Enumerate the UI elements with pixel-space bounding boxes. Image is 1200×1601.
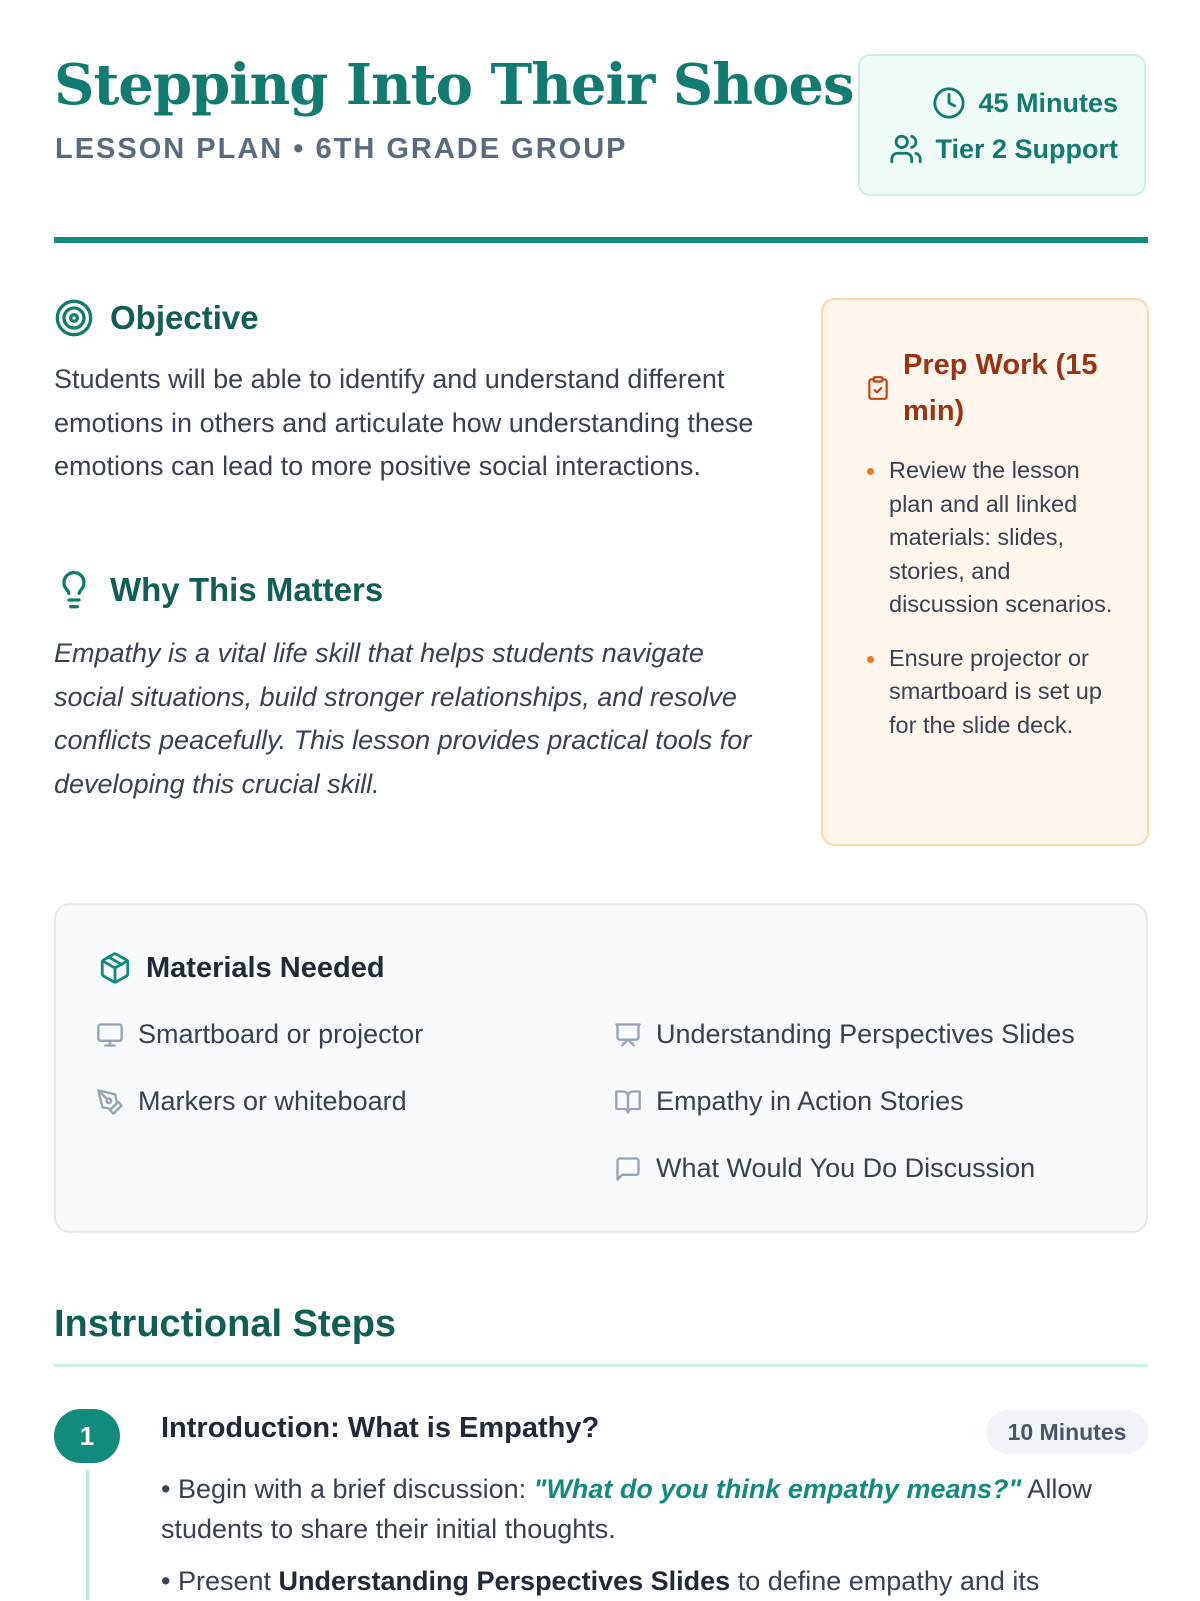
monitor-icon bbox=[96, 1021, 124, 1049]
prep-list bbox=[865, 454, 1121, 762]
why-heading-label: Why This Matters bbox=[110, 571, 384, 608]
clipboard-check-icon bbox=[865, 375, 891, 401]
step-number-badge: 1 bbox=[54, 1409, 120, 1463]
marker-icon bbox=[96, 1088, 124, 1116]
users-icon bbox=[889, 132, 923, 166]
materials-heading-label: Materials Needed bbox=[146, 951, 385, 984]
material-item bbox=[614, 1153, 1035, 1184]
book-icon bbox=[614, 1088, 642, 1116]
material-item bbox=[96, 1086, 407, 1117]
chat-icon bbox=[614, 1155, 642, 1183]
package-icon bbox=[98, 951, 132, 985]
material-label: What Would You Do Discussion bbox=[656, 1153, 1036, 1183]
step-material-ref: Understanding Perspectives Slides bbox=[278, 1566, 731, 1596]
why-text: Empathy is a vital life skill that helps students navigate social situations, build stronger relationships, and resolve conflicts peacefully. This lesson provides practical tools for developing this crucial skill. bbox=[54, 638, 752, 799]
material-label: Smartboard or projector bbox=[138, 1019, 424, 1049]
prep-item: Ensure projector or smartboard is set up for the slide deck. bbox=[865, 642, 1121, 743]
material-item bbox=[614, 1019, 1075, 1050]
materials-card bbox=[54, 903, 1148, 1233]
step-timeline-line bbox=[86, 1470, 89, 1600]
step-title: Introduction: What is Empathy? bbox=[161, 1412, 600, 1444]
page-title: Stepping Into Their Shoes bbox=[54, 52, 854, 118]
step-paragraph bbox=[161, 1469, 1121, 1549]
step-text: • Begin with a brief discussion: bbox=[161, 1474, 534, 1504]
prep-item: Review the lesson plan and all linked materials: slides, stories, and discussion scenarios. bbox=[865, 454, 1121, 622]
materials-heading bbox=[98, 951, 385, 985]
material-label: Markers or whiteboard bbox=[138, 1086, 407, 1116]
prep-title: Prep Work (15 min) bbox=[903, 349, 1098, 427]
presentation-icon bbox=[614, 1021, 642, 1049]
lightbulb-icon bbox=[54, 570, 94, 610]
step-paragraph bbox=[161, 1561, 1121, 1601]
step-quote: "What do you think empathy means?" bbox=[533, 1474, 1022, 1504]
step-text: Allow students to share their initial thoughts. bbox=[161, 1474, 1092, 1544]
step-duration-badge: 10 Minutes bbox=[986, 1410, 1148, 1454]
material-item bbox=[96, 1019, 423, 1050]
objective-text: Students will be able to identify and understand different emotions in others and articulate how understanding these emotions can lead to more positive social interactions. bbox=[54, 364, 754, 481]
steps-heading: Instructional Steps bbox=[54, 1303, 397, 1345]
objective-heading bbox=[54, 298, 259, 338]
duration-meta bbox=[932, 86, 1118, 120]
steps-divider bbox=[54, 1364, 1148, 1367]
objective-heading-label: Objective bbox=[110, 299, 259, 336]
why-heading bbox=[54, 570, 383, 610]
target-icon bbox=[54, 298, 94, 338]
material-label: Empathy in Action Stories bbox=[656, 1086, 964, 1116]
material-label: Understanding Perspectives Slides bbox=[656, 1019, 1075, 1049]
prep-heading bbox=[865, 342, 1123, 434]
header-divider bbox=[54, 237, 1148, 243]
step-text: to define empathy and its bbox=[730, 1566, 1040, 1596]
clock-icon bbox=[932, 86, 966, 120]
lesson-meta-box bbox=[858, 54, 1146, 196]
material-item bbox=[614, 1086, 964, 1117]
tier-label: Tier 2 Support bbox=[935, 133, 1118, 164]
tier-meta bbox=[889, 132, 1118, 166]
step-text: • Present bbox=[161, 1566, 279, 1596]
page-subtitle: LESSON PLAN • 6TH GRADE GROUP bbox=[55, 133, 628, 165]
prep-work-card bbox=[821, 298, 1149, 846]
duration-label: 45 Minutes bbox=[978, 87, 1118, 118]
